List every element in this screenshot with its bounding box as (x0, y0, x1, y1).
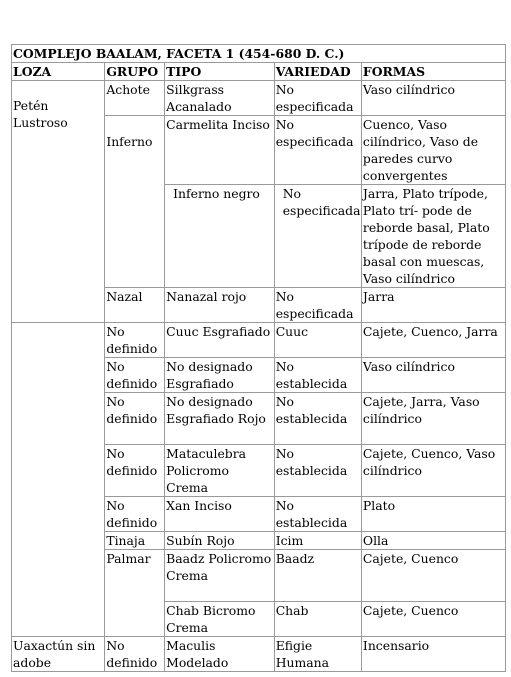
formas-cell: Cajete, Jarra, Vaso cilíndrico (361, 393, 505, 445)
grupo-cell: Achote (105, 81, 165, 116)
variedad-cell: Baadz (274, 550, 361, 602)
loza-peten: Petén Lustroso (13, 98, 68, 130)
tipo-cell: Chab Bicromo Crema (165, 602, 275, 637)
header-tipo: TIPO (165, 63, 275, 81)
grupo-cell: Tinaja (105, 532, 165, 550)
grupo-cell: No definido (105, 497, 165, 532)
variedad-cell: No especificada (274, 81, 361, 116)
grupo-cell (105, 116, 165, 288)
tipo-cell: Xan Inciso (165, 497, 275, 532)
grupo-cell: No definido (105, 637, 165, 672)
formas-cell: Vaso cilíndrico (361, 81, 505, 116)
formas-cell: Cajete, Cuenco (361, 550, 505, 602)
loza-cell-empty (12, 323, 105, 637)
table-title-row (12, 45, 506, 63)
variedad-cell: Chab (274, 602, 361, 637)
header-grupo: GRUPO (105, 63, 165, 81)
formas-cell: Cajete, Cuenco (361, 602, 505, 637)
formas-cell: Plato (361, 497, 505, 532)
formas-cell: Incensario (361, 637, 505, 672)
tipo-cell: Baadz Policromo Crema (165, 550, 275, 602)
variedad-cell: No especificada (274, 288, 361, 323)
tipo-cell: Carmelita Inciso (165, 116, 275, 185)
header-formas: FORMAS (361, 63, 505, 81)
grupo-inferno: Inferno (106, 134, 153, 149)
formas-cell: Cajete, Cuenco, Jarra (361, 323, 505, 358)
formas-cell: Vaso cilíndrico (361, 358, 505, 393)
variedad-cell: No establecida (274, 393, 361, 445)
formas-cell: Cuenco, Vaso cilíndrico, Vaso de paredes curvo convergentes (361, 116, 505, 185)
loza-cell (12, 81, 105, 323)
tipo-cell: No designado Esgrafiado (165, 358, 275, 393)
loza-cell: Uaxactún sin adobe (12, 637, 105, 672)
table-row (12, 81, 506, 116)
table-row (12, 323, 506, 358)
variedad-cell: Efigie Humana (274, 637, 361, 672)
variedad-cell: No especificada (274, 185, 361, 288)
table-header-row (12, 63, 506, 81)
formas-cell: Cajete, Cuenco, Vaso cilíndrico (361, 445, 505, 497)
tipo-cell: Silkgrass Acanalado (165, 81, 275, 116)
variedad-cell: No establecida (274, 358, 361, 393)
tipo-cell: Cuuc Esgrafiado (165, 323, 275, 358)
tipo-cell: Maculis Modelado (165, 637, 275, 672)
variedad-cell: No especificada (274, 116, 361, 185)
formas-cell: Jarra, Plato trípode, Plato trí- pode de reborde basal, Plato trípode de reborde basal con muescas, Vaso cilíndrico (361, 185, 505, 288)
grupo-cell: No definido (105, 323, 165, 358)
header-loza: LOZA (12, 63, 105, 81)
tipo-cell: No designado Esgrafiado Rojo (165, 393, 275, 445)
formas-cell: Olla (361, 532, 505, 550)
header-variedad: VARIEDAD (274, 63, 361, 81)
grupo-cell: No definido (105, 393, 165, 445)
variedad-cell: Icim (274, 532, 361, 550)
grupo-cell: No definido (105, 445, 165, 497)
ceramic-complex-table (11, 44, 506, 672)
tipo-cell: Mataculebra Policromo Crema (165, 445, 275, 497)
grupo-cell: Palmar (105, 550, 165, 637)
variedad-cell: No establecida (274, 497, 361, 532)
grupo-cell: Nazal (105, 288, 165, 323)
tipo-cell: Subín Rojo (165, 532, 275, 550)
tipo-cell: Nanazal rojo (165, 288, 275, 323)
table-row (12, 637, 506, 672)
variedad-cell: No establecida (274, 445, 361, 497)
formas-cell: Jarra (361, 288, 505, 323)
table-title: COMPLEJO BAALAM, FACETA 1 (454-680 D. C.) (12, 45, 506, 63)
tipo-cell: Inferno negro (165, 185, 275, 288)
variedad-cell: Cuuc (274, 323, 361, 358)
grupo-cell: No definido (105, 358, 165, 393)
